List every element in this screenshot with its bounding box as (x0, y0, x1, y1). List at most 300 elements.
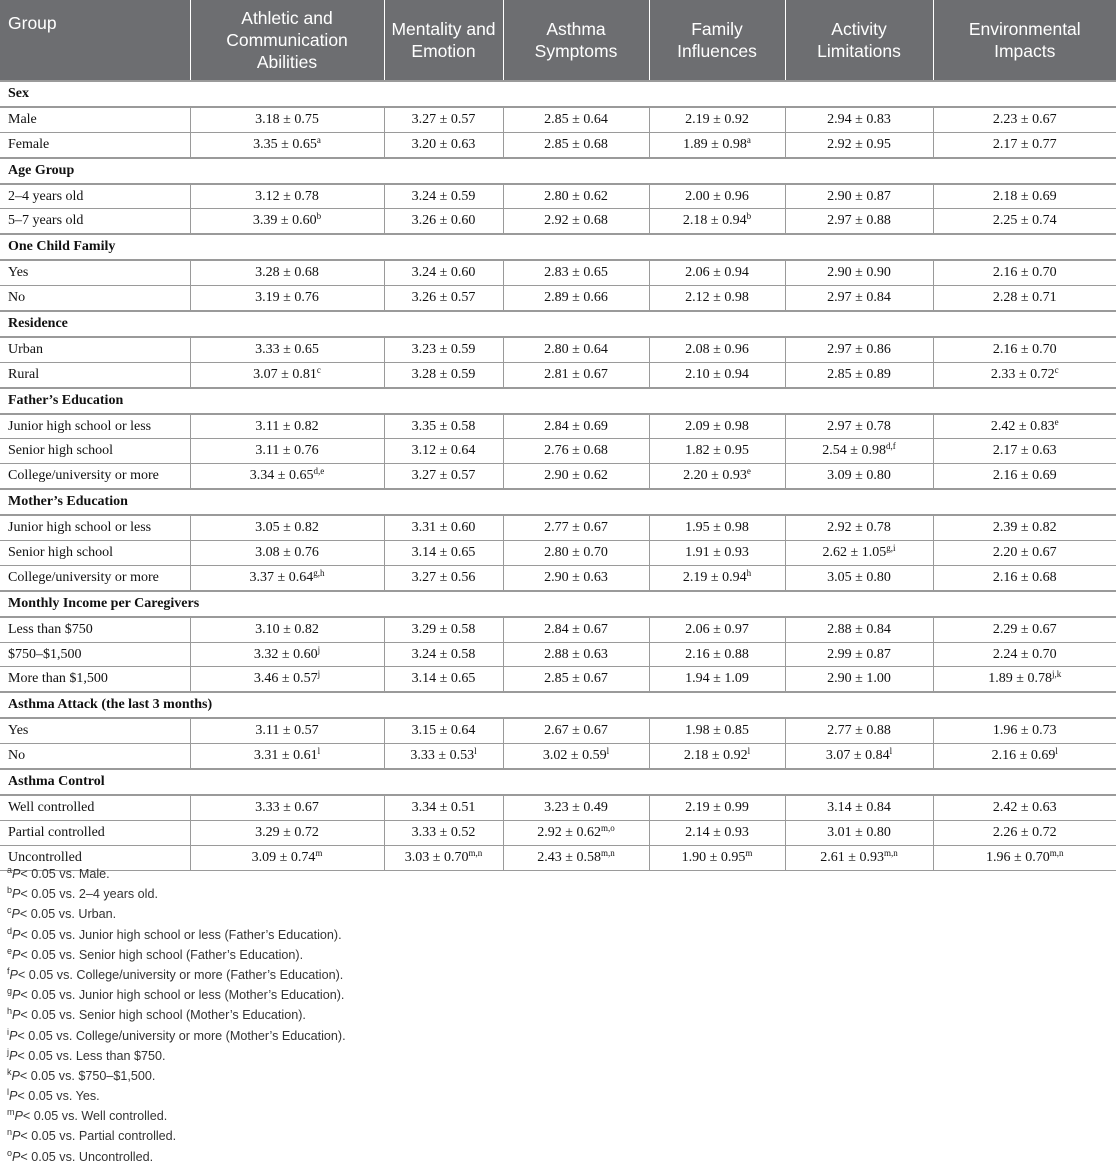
cell-value: 3.05 ± 0.82 (255, 520, 319, 536)
significance-mark: g,i (886, 542, 896, 553)
footnote-mark: i (7, 1026, 9, 1037)
cell-value: 3.24 ± 0.59 (411, 188, 476, 204)
cell-value: 3.07 ± 0.84 (825, 748, 890, 764)
footnote-text: < 0.05 vs. Partial controlled. (20, 1129, 177, 1144)
significance-mark: m (745, 847, 753, 858)
cell-value: 2.80 ± 0.62 (544, 188, 608, 204)
table-row (0, 286, 1116, 311)
cell-value: 2.18 ± 0.92 (683, 748, 748, 764)
table-cell (785, 286, 933, 311)
cell-value: 3.07 ± 0.81 (253, 366, 317, 382)
footnote-mark: f (7, 965, 10, 976)
table-row (0, 362, 1116, 387)
footnote-mark: h (7, 1006, 13, 1017)
footnote-mark: c (7, 905, 12, 916)
table-cell (649, 132, 785, 157)
table-row (0, 718, 1116, 743)
cell-value: 3.12 ± 0.78 (255, 188, 319, 204)
cell-value: 2.92 ± 0.78 (827, 520, 891, 536)
table-cell (933, 132, 1116, 157)
footnote-text: < 0.05 vs. Yes. (17, 1089, 100, 1104)
header-group: Group (0, 0, 190, 81)
cell-value: 3.15 ± 0.64 (411, 723, 476, 739)
footnote-mark: e (7, 945, 13, 956)
table-cell (384, 744, 503, 769)
cell-value: 2.90 ± 1.00 (827, 671, 891, 687)
table-cell (190, 414, 384, 439)
significance-mark: g,h (313, 567, 325, 578)
cell-value: 3.33 ± 0.65 (255, 341, 319, 357)
significance-mark: l (474, 746, 477, 757)
cell-value: 2.16 ± 0.69 (991, 748, 1056, 764)
cell-value: 2.18 ± 0.69 (992, 188, 1057, 204)
group-header-row (0, 234, 1116, 260)
cell-value: 1.90 ± 0.95 (681, 849, 746, 865)
group-title: Asthma Attack (the last 3 months) (0, 692, 1116, 718)
cell-value: 2.92 ± 0.68 (544, 213, 608, 229)
cell-value: 2.92 ± 0.62 (537, 824, 601, 840)
table-cell (384, 642, 503, 667)
table-cell (503, 515, 649, 540)
p-symbol: P (11, 907, 20, 922)
footnote-text: < 0.05 vs. $750–$1,500. (19, 1068, 156, 1083)
significance-mark: m,n (600, 847, 615, 858)
footnote-mark: l (7, 1087, 9, 1098)
table-cell (933, 667, 1116, 692)
p-symbol: P (9, 1089, 18, 1104)
row-label: College/university or more (0, 565, 190, 590)
cell-value: 1.82 ± 0.95 (685, 443, 749, 459)
footnote-mark: g (7, 986, 13, 997)
table-cell (503, 642, 649, 667)
table-cell (649, 718, 785, 743)
table-cell (649, 515, 785, 540)
cell-value: 2.17 ± 0.63 (992, 443, 1057, 459)
table-cell (785, 541, 933, 566)
cell-value: 3.11 ± 0.76 (255, 443, 319, 459)
cell-value: 2.18 ± 0.94 (682, 213, 747, 229)
footnote (7, 1106, 346, 1126)
table-cell (384, 515, 503, 540)
p-symbol: P (12, 988, 21, 1003)
footnote (7, 1126, 346, 1146)
table-cell (933, 845, 1116, 870)
cell-value: 2.83 ± 0.65 (544, 265, 608, 281)
row-label: No (0, 744, 190, 769)
table-cell (933, 414, 1116, 439)
table-row (0, 744, 1116, 769)
cell-value: 3.01 ± 0.80 (827, 824, 891, 840)
cell-value: 3.27 ± 0.57 (411, 468, 476, 484)
table-row (0, 414, 1116, 439)
significance-mark: j (317, 644, 321, 655)
cell-value: 2.23 ± 0.67 (992, 111, 1057, 127)
cell-value: 2.90 ± 0.63 (544, 569, 608, 585)
p-symbol: P (9, 1048, 18, 1063)
cell-value: 2.33 ± 0.72 (990, 366, 1055, 382)
cell-value: 2.88 ± 0.84 (827, 621, 891, 637)
table-cell (649, 209, 785, 234)
table-cell (384, 260, 503, 285)
cell-value: 1.96 ± 0.73 (992, 723, 1057, 739)
cell-value: 2.09 ± 0.98 (685, 418, 749, 434)
row-label: Less than $750 (0, 617, 190, 642)
footnote-mark: m (7, 1107, 15, 1118)
header-mentality: Mentality and Emotion (384, 0, 503, 81)
table-cell (785, 464, 933, 489)
cell-value: 2.20 ± 0.67 (992, 544, 1057, 560)
significance-mark: m,o (600, 822, 615, 833)
table-cell (785, 337, 933, 362)
footnote (7, 1046, 346, 1066)
p-symbol: P (12, 1149, 21, 1164)
footnote-mark: o (7, 1147, 13, 1158)
cell-value: 3.33 ± 0.52 (411, 824, 476, 840)
table-cell (649, 667, 785, 692)
cell-value: 3.23 ± 0.59 (411, 341, 476, 357)
table-cell (649, 414, 785, 439)
p-symbol: P (9, 967, 18, 982)
row-label: Yes (0, 260, 190, 285)
row-label: Yes (0, 718, 190, 743)
p-symbol: P (14, 1109, 23, 1124)
footnote-text: < 0.05 vs. Junior high school or less (Father’s Education). (20, 927, 342, 942)
header-activity: Activity Limitations (785, 0, 933, 81)
table-cell (503, 414, 649, 439)
group-title: Residence (0, 311, 1116, 337)
table-cell (384, 414, 503, 439)
cell-value: 2.25 ± 0.74 (992, 213, 1057, 229)
table-cell (785, 795, 933, 820)
cell-value: 2.06 ± 0.97 (685, 621, 749, 637)
row-label: Urban (0, 337, 190, 362)
table-cell (190, 820, 384, 845)
table-header (0, 0, 1116, 81)
footnote-text: < 0.05 vs. College/university or more (Father’s Education). (17, 967, 344, 982)
cell-value: 2.28 ± 0.71 (992, 290, 1057, 306)
cell-value: 3.23 ± 0.49 (544, 799, 608, 815)
table-cell (649, 565, 785, 590)
significance-mark: l (317, 746, 321, 757)
table-cell (785, 184, 933, 209)
footnote-text: < 0.05 vs. Urban. (19, 907, 117, 922)
footnote-text: < 0.05 vs. College/university or more (Mother’s Education). (17, 1028, 346, 1043)
table-cell (503, 184, 649, 209)
cell-value: 2.85 ± 0.68 (544, 136, 608, 152)
table-cell (190, 286, 384, 311)
table-cell (384, 667, 503, 692)
significance-mark: l (606, 746, 610, 757)
table-cell (190, 515, 384, 540)
footnote-text: < 0.05 vs. Male. (20, 867, 110, 881)
cell-value: 2.19 ± 0.92 (685, 111, 749, 127)
table-cell (190, 209, 384, 234)
table-row (0, 132, 1116, 157)
table-row (0, 107, 1116, 132)
table-cell (649, 617, 785, 642)
cell-value: 2.10 ± 0.94 (685, 366, 749, 382)
cell-value: 3.14 ± 0.65 (411, 671, 476, 687)
cell-value: 3.14 ± 0.84 (827, 799, 891, 815)
table-cell (649, 744, 785, 769)
header-athletic: Athletic and Communication Abilities (190, 0, 384, 81)
table-cell (384, 565, 503, 590)
table-cell (649, 820, 785, 845)
footnote-mark: b (7, 885, 13, 896)
footnote-mark: d (7, 925, 13, 936)
footnote (7, 864, 346, 884)
cell-value: 3.24 ± 0.58 (411, 646, 476, 662)
row-label: Rural (0, 362, 190, 387)
cell-value: 3.08 ± 0.76 (255, 544, 319, 560)
cell-value: 1.98 ± 0.85 (685, 723, 749, 739)
table-row (0, 820, 1116, 845)
cell-value: 2.16 ± 0.70 (992, 265, 1057, 281)
cell-value: 3.28 ± 0.68 (255, 265, 319, 281)
cell-value: 3.12 ± 0.64 (411, 443, 476, 459)
row-label: 5–7 years old (0, 209, 190, 234)
cell-value: 2.61 ± 0.93 (820, 849, 884, 865)
table-cell (933, 184, 1116, 209)
significance-mark: l (747, 746, 751, 757)
table-cell (503, 337, 649, 362)
p-symbol: P (12, 947, 21, 962)
cell-value: 3.24 ± 0.60 (411, 265, 476, 281)
table-cell (785, 209, 933, 234)
table-row (0, 642, 1116, 667)
p-symbol: P (12, 1008, 21, 1023)
row-label: No (0, 286, 190, 311)
significance-mark: l (1055, 746, 1058, 757)
table-cell (785, 642, 933, 667)
table-cell (649, 642, 785, 667)
group-title: Age Group (0, 158, 1116, 184)
footnote (7, 904, 346, 924)
table-cell (503, 260, 649, 285)
significance-mark: m,n (1049, 847, 1064, 858)
footnote-text: < 0.05 vs. Senior high school (Mother’s Education). (20, 1008, 306, 1023)
p-symbol: P (12, 887, 21, 902)
cell-value: 2.16 ± 0.88 (685, 646, 749, 662)
cell-value: 2.85 ± 0.67 (544, 671, 608, 687)
cell-value: 2.89 ± 0.66 (544, 290, 608, 306)
table-cell (785, 439, 933, 464)
footnote (7, 1005, 346, 1025)
cell-value: 2.90 ± 0.90 (827, 265, 891, 281)
cell-value: 3.02 ± 0.59 (542, 748, 607, 764)
table-cell (785, 414, 933, 439)
cell-value: 2.19 ± 0.94 (682, 569, 747, 585)
header-environmental: Environmental Impacts (933, 0, 1116, 81)
cell-value: 3.31 ± 0.60 (411, 520, 476, 536)
p-symbol: P (11, 1068, 20, 1083)
cell-value: 1.89 ± 0.78 (988, 671, 1052, 687)
cell-value: 2.54 ± 0.98 (822, 443, 886, 459)
cell-value: 2.62 ± 1.05 (822, 544, 887, 560)
header-row (0, 0, 1116, 81)
table-cell (190, 565, 384, 590)
table-cell (190, 795, 384, 820)
cell-value: 3.19 ± 0.76 (255, 290, 319, 306)
cell-value: 2.24 ± 0.70 (992, 646, 1057, 662)
table-cell (649, 541, 785, 566)
table-cell (503, 744, 649, 769)
cell-value: 1.94 ± 1.09 (685, 671, 749, 687)
footnote-mark: n (7, 1127, 13, 1138)
cell-value: 2.16 ± 0.69 (992, 468, 1057, 484)
cell-value: 2.39 ± 0.82 (992, 520, 1057, 536)
cell-value: 2.97 ± 0.88 (827, 213, 891, 229)
table-cell (503, 718, 649, 743)
table-cell (190, 337, 384, 362)
table-cell (503, 107, 649, 132)
cell-value: 2.16 ± 0.70 (992, 341, 1057, 357)
row-label: College/university or more (0, 464, 190, 489)
footnote (7, 925, 346, 945)
group-header-row (0, 489, 1116, 515)
group-header-row (0, 591, 1116, 617)
footnote-text: < 0.05 vs. Less than $750. (17, 1048, 166, 1063)
table-cell (384, 617, 503, 642)
table-cell (384, 795, 503, 820)
cell-value: 2.90 ± 0.87 (827, 188, 891, 204)
cell-value: 3.29 ± 0.58 (411, 621, 476, 637)
cell-value: 3.34 ± 0.51 (411, 799, 476, 815)
footnote-text: < 0.05 vs. Uncontrolled. (20, 1149, 154, 1164)
cell-value: 2.97 ± 0.86 (827, 341, 891, 357)
cell-value: 3.27 ± 0.56 (411, 569, 476, 585)
row-label: Male (0, 107, 190, 132)
cell-value: 2.67 ± 0.67 (544, 723, 608, 739)
cell-value: 2.42 ± 0.63 (992, 799, 1057, 815)
p-symbol: P (9, 1028, 18, 1043)
table-cell (933, 795, 1116, 820)
significance-mark: j,k (1051, 669, 1062, 680)
table-body (0, 81, 1116, 870)
group-header-row (0, 158, 1116, 184)
cell-value: 2.99 ± 0.87 (827, 646, 891, 662)
row-label: Partial controlled (0, 820, 190, 845)
table-cell (649, 107, 785, 132)
table-cell (649, 439, 785, 464)
table-cell (503, 286, 649, 311)
cell-value: 2.00 ± 0.96 (685, 188, 749, 204)
table-cell (190, 541, 384, 566)
cell-value: 3.03 ± 0.70 (404, 849, 469, 865)
cell-value: 3.10 ± 0.82 (255, 621, 319, 637)
cell-value: 2.16 ± 0.68 (992, 569, 1057, 585)
footnote-text: < 0.05 vs. Junior high school or less (Mother’s Education). (20, 988, 345, 1003)
cell-value: 3.26 ± 0.57 (411, 290, 476, 306)
footnote (7, 1066, 346, 1086)
cell-value: 2.84 ± 0.67 (544, 621, 608, 637)
cell-value: 3.14 ± 0.65 (411, 544, 476, 560)
footnote-mark: a (7, 865, 13, 875)
group-title: Monthly Income per Caregivers (0, 591, 1116, 617)
table-cell (785, 744, 933, 769)
significance-mark: m,n (468, 847, 483, 858)
row-label: $750–$1,500 (0, 642, 190, 667)
table-row (0, 209, 1116, 234)
table-cell (503, 667, 649, 692)
cell-value: 3.09 ± 0.74 (251, 849, 316, 865)
group-title: Asthma Control (0, 769, 1116, 795)
table-cell (384, 439, 503, 464)
table-cell (933, 820, 1116, 845)
row-label: Junior high school or less (0, 414, 190, 439)
cell-value: 3.05 ± 0.80 (827, 569, 891, 585)
significance-mark: c (1054, 364, 1059, 375)
table-cell (649, 337, 785, 362)
table-row (0, 667, 1116, 692)
group-header-row (0, 388, 1116, 414)
table-cell (190, 107, 384, 132)
table-cell (384, 820, 503, 845)
cell-value: 2.97 ± 0.84 (827, 290, 891, 306)
footnote-text: < 0.05 vs. Well controlled. (22, 1109, 168, 1124)
table-cell (384, 184, 503, 209)
table-cell (384, 337, 503, 362)
cell-value: 2.20 ± 0.93 (683, 468, 747, 484)
p-symbol: P (12, 927, 21, 942)
cell-value: 2.29 ± 0.67 (992, 621, 1057, 637)
table-cell (785, 617, 933, 642)
cell-value: 3.11 ± 0.57 (255, 723, 319, 739)
header-asthma-symptoms: Asthma Symptoms (503, 0, 649, 81)
table-cell (503, 617, 649, 642)
cell-value: 2.08 ± 0.96 (685, 341, 749, 357)
row-label: More than $1,500 (0, 667, 190, 692)
table-cell (384, 286, 503, 311)
significance-mark: b (316, 211, 322, 222)
table-cell (785, 667, 933, 692)
cell-value: 3.33 ± 0.53 (410, 748, 475, 764)
footnote-mark: k (7, 1066, 12, 1077)
group-header-row (0, 692, 1116, 718)
footnote-mark: j (7, 1046, 9, 1057)
group-title: Mother’s Education (0, 489, 1116, 515)
table-cell (190, 260, 384, 285)
cell-value: 3.33 ± 0.67 (255, 799, 319, 815)
cell-value: 3.26 ± 0.60 (411, 213, 476, 229)
footnote (7, 945, 346, 965)
significance-mark: a (316, 134, 321, 145)
cell-value: 3.20 ± 0.63 (411, 136, 476, 152)
table-cell (933, 744, 1116, 769)
table-cell (190, 132, 384, 157)
cell-value: 3.27 ± 0.57 (411, 111, 476, 127)
footnote-text: < 0.05 vs. Senior high school (Father’s Education). (20, 947, 304, 962)
table-cell (933, 515, 1116, 540)
table-cell (384, 541, 503, 566)
table-cell (503, 209, 649, 234)
cell-value: 2.06 ± 0.94 (685, 265, 749, 281)
footnote (7, 884, 346, 904)
cell-value: 2.77 ± 0.88 (827, 723, 891, 739)
table-cell (933, 260, 1116, 285)
table-cell (933, 107, 1116, 132)
footnote (7, 985, 346, 1005)
cell-value: 1.91 ± 0.93 (685, 544, 749, 560)
cell-value: 2.80 ± 0.70 (544, 544, 608, 560)
row-label: Junior high school or less (0, 515, 190, 540)
table-cell (190, 718, 384, 743)
table-cell (649, 260, 785, 285)
table-cell (649, 362, 785, 387)
table-cell (384, 209, 503, 234)
table-cell (785, 132, 933, 157)
cell-value: 3.32 ± 0.60 (253, 646, 318, 662)
